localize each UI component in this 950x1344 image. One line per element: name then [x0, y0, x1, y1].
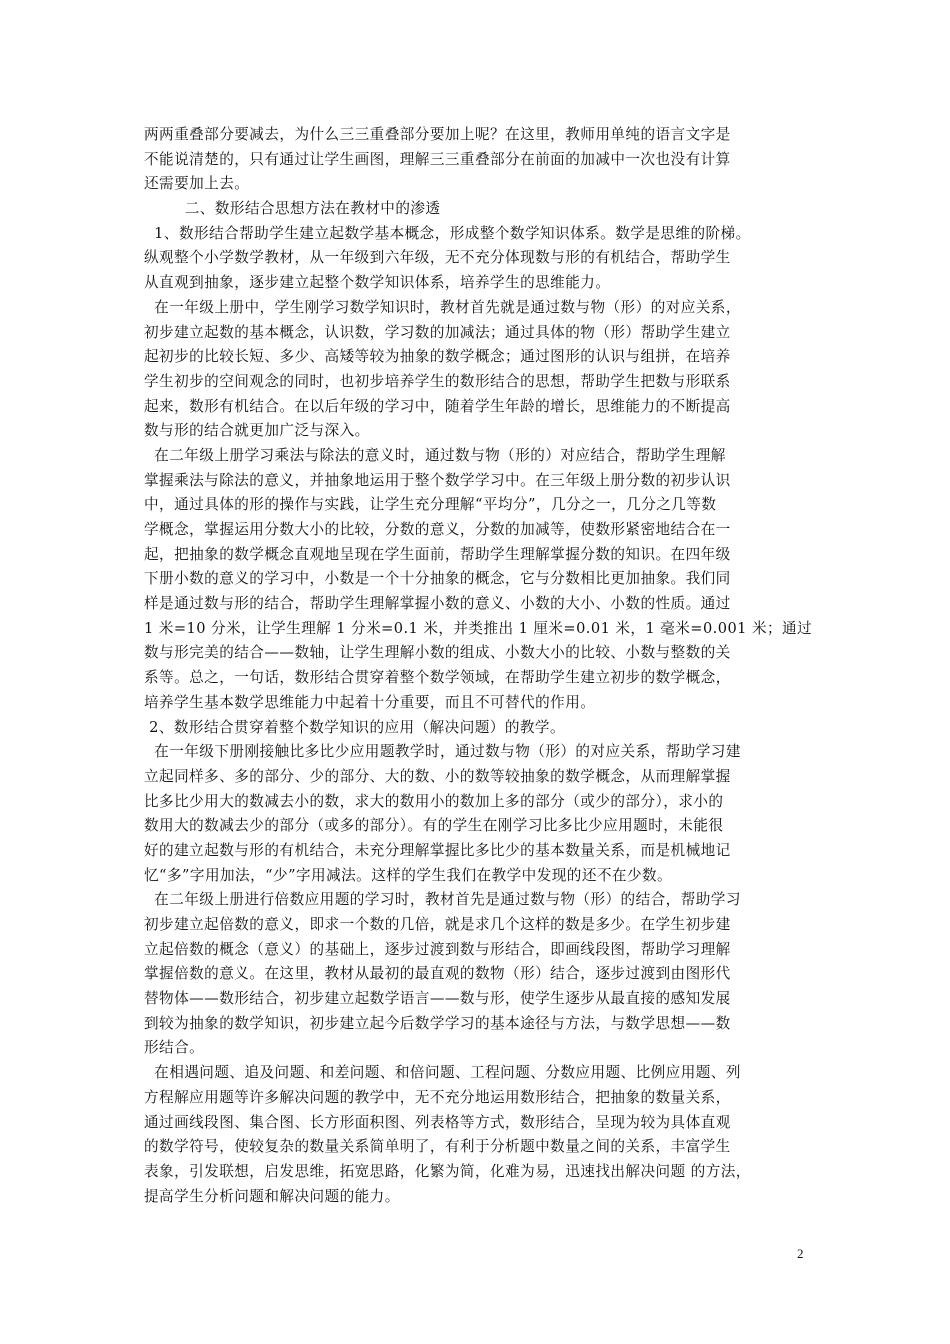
text-line: 两两重叠部分要减去，为什么三三重叠部分要加上呢？在这里，教师用单纯的语言文字是	[144, 126, 731, 143]
text-line: 到较为抽象的数学知识，初步建立起今后数学学习的基本途径与方法，与数学思想——数	[144, 1014, 731, 1032]
text-line: 在一年级上册中，学生刚学习数学知识时，教材首先就是通过数与物（形）的对应关系，	[144, 298, 741, 316]
page-number: 2	[797, 1246, 804, 1261]
text-line: 纵观整个小学数学教材，从一年级到六年级，无不充分体现数与形的有机结合，帮助学生	[144, 249, 731, 267]
text-line: 提高学生分析问题和解决问题的能力。	[144, 1187, 400, 1205]
text-line: 初步建立起数的基本概念，认识数，学习数的加减法；通过具体的物（形）帮助学生建立	[144, 323, 731, 341]
text-line: 比多比少用大的数减去小的数，求大的数用小的数加上多的部分（或少的部分），求小的	[144, 792, 724, 810]
text-line: 1、数形结合帮助学生建立起数学基本概念，形成整个数学知识体系。数学是思维的阶梯。	[144, 224, 751, 242]
text-line: 方程解应用题等许多解决问题的教学中，无不充分地运用数形结合，把抽象的数量关系，	[144, 1088, 731, 1106]
text-line: 的数学符号，使较复杂的数量关系简单明了，有利于分析题中数量之间的关系，丰富学生	[144, 1138, 731, 1156]
text-line: 起，把抽象的数学概念直观地呈现在学生面前，帮助学生理解掌握分数的知识。在四年级	[144, 545, 731, 563]
text-line: 起初步的比较长短、多少、高矮等较为抽象的数学概念；通过图形的认识与组拼，在培养	[144, 348, 731, 366]
text-line: 学概念，掌握运用分数大小的比较，分数的意义，分数的加减等，使数形紧密地结合在一	[144, 521, 731, 538]
text-line: 数用大的数减去少的部分（或多的部分）。有的学生在刚学习比多比少应用题时，未能很	[144, 817, 724, 835]
text-line: 替物体——数形结合，初步建立起数学语言——数与形，使学生逐步从最直接的感知发展	[144, 990, 731, 1008]
text-line: 培养学生基本数学思维能力中起着十分重要，而且不可替代的作用。	[144, 693, 596, 711]
text-line: 在二年级上册学习乘法与除法的意义时，通过数与物（形的）对应结合，帮助学生理解	[144, 446, 726, 464]
text-line: 掌握倍数的意义。在这里，教材从最初的最直观的数物（形）结合，逐步过渡到由图形代	[144, 965, 731, 983]
text-line: 数与形的结合就更加广泛与深入。	[144, 422, 370, 440]
text-line: 系等。总之，一句话，数形结合贯穿着整个数学领域，在帮助学生建立初步的数学概念，	[144, 669, 731, 687]
text-line: 下册小数的意义的学习中，小数是一个十分抽象的概念，它与分数相比更加抽象。我们同	[144, 570, 731, 588]
text-line: 形结合。	[144, 1039, 205, 1057]
text-line: 在一年级下册刚接触比多比少应用题教学时，通过数与物（形）的对应关系，帮助学习建	[144, 743, 741, 761]
text-line: 学生初步的空间观念的同时，也初步培养学生的数形结合的思想，帮助学生把数与形联系	[144, 372, 731, 390]
text-line: 表象，引发联想，启发思维，拓宽思路，化繁为简，化难为易，迅速找出解决问题 的方法，	[144, 1162, 751, 1180]
text-line: 忆“多”字用加法，“少”字用减法。这样的学生我们在教学中发现的还不在少数。	[144, 866, 673, 884]
text-line: 通过画线段图、集合图、长方形面积图、列表格等方式，数形结合，呈现为较为具体直观	[144, 1113, 731, 1131]
text-line: 初步建立起倍数的意义，即求一个数的几倍，就是求几个这样的数是多少。在学生初步建	[144, 916, 731, 933]
text-line: 掌握乘法与除法的意义，并抽象地运用于整个数学学习中。在三年级上册分数的初步认识	[144, 471, 731, 489]
text-line: 样是通过数与形的结合，帮助学生理解掌握小数的意义、小数的大小、小数的性质。通过	[144, 595, 731, 613]
text-line: 中，通过具体的形的操作与实践，让学生充分理解“平均分”，几分之一，几分之几等数	[144, 496, 717, 514]
text-line: 在相遇问题、追及问题、和差问题、和倍问题、工程问题、分数应用题、比例应用题、列	[144, 1064, 741, 1082]
text-line: 数与形完美的结合——数轴，让学生理解小数的组成、小数大小的比较、小数与整数的关	[144, 644, 731, 662]
document-body	[144, 123, 812, 1209]
text-line: 2、数形结合贯穿着整个数学知识的应用（解决问题）的教学。	[144, 718, 566, 736]
text-line: 不能说清楚的，只有通过让学生画图，理解三三重叠部分在前面的加减中一次也没有计算	[144, 150, 731, 168]
text-line: 好的建立起数与形的有机结合，未充分理解掌握比多比少的基本数量关系，而是机械地记	[144, 841, 731, 859]
text-line: 1 米=10 分米，让学生理解 1 分米=0.1 米，并类推出 1 厘米=0.01 米，1 毫米=0.001 米；通过	[144, 619, 813, 637]
text-line: 立起同样多、多的部分、少的部分、大的数、小的数等较抽象的数学概念，从而理解掌握	[144, 767, 731, 785]
text-line: 在二年级上册进行倍数应用题的学习时，教材首先是通过数与物（形）的结合，帮助学习	[144, 891, 741, 909]
text-line: 立起倍数的概念（意义）的基础上，逐步过渡到数与形结合，即画线段图，帮助学习理解	[144, 940, 731, 958]
text-line: 还需要加上去。	[144, 175, 250, 193]
text-line: 起来，数形有机结合。在以后年级的学习中，随着学生年龄的增长，思维能力的不断提高	[144, 397, 731, 415]
text-line: 二、数形结合思想方法在教材中的渗透	[144, 200, 441, 218]
text-line: 从直观到抽象，逐步建立起整个数学知识体系，培养学生的思维能力。	[144, 274, 611, 292]
